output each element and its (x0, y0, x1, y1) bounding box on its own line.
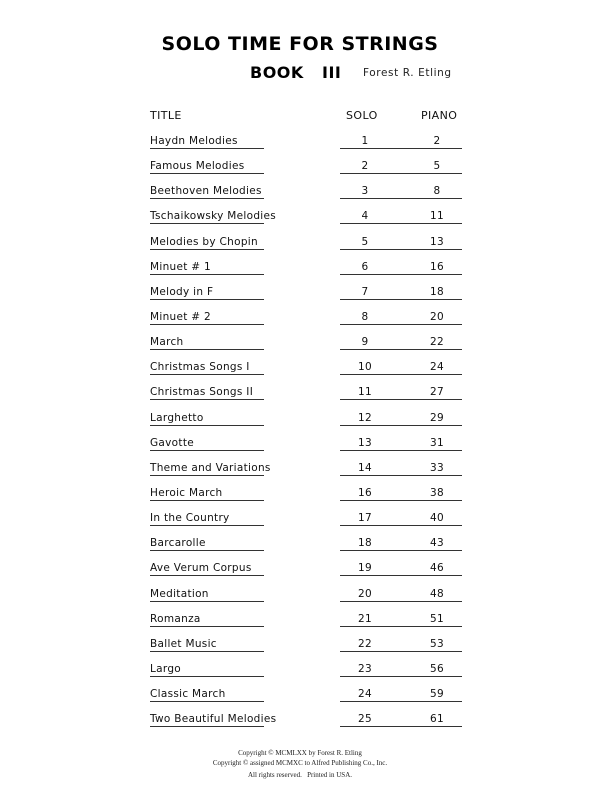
row-divider (150, 274, 264, 275)
copyright-notice (0, 749, 600, 781)
row-divider (340, 249, 462, 250)
row-title: Christmas Songs II (150, 386, 254, 399)
row-solo-page: 14 (358, 461, 372, 474)
row-divider (340, 575, 462, 576)
row-piano-page: 11 (430, 210, 444, 223)
row-divider (150, 148, 264, 149)
row-divider (340, 349, 462, 350)
row-divider (340, 148, 462, 149)
row-title: Christmas Songs I (150, 361, 250, 374)
row-piano-page: 13 (430, 235, 444, 248)
row-title: Haydn Melodies (150, 135, 238, 147)
copyright-line-2: Copyright © assigned MCMXC to Alfred Publishing Co., Inc. (212, 758, 388, 767)
row-divider (150, 374, 264, 375)
row-divider (340, 399, 462, 400)
table-row (150, 127, 462, 152)
row-solo-page: 4 (361, 210, 369, 223)
row-piano-page: 40 (430, 512, 444, 525)
row-title: Theme and Variations (150, 461, 271, 474)
table-row (150, 529, 462, 554)
column-header-piano: PIANO (421, 109, 458, 122)
column-header-title: TITLE (150, 109, 182, 122)
table-row (150, 580, 462, 605)
row-solo-page: 17 (358, 512, 372, 525)
row-divider (340, 324, 462, 325)
table-row (150, 680, 462, 705)
row-title: Largo (150, 662, 182, 675)
row-solo-page: 9 (361, 336, 369, 349)
row-divider (340, 173, 462, 174)
row-divider (150, 223, 264, 224)
row-solo-page: 23 (358, 662, 372, 675)
table-row (150, 353, 462, 378)
column-header-solo: SOLO (346, 109, 378, 122)
table-row (150, 328, 462, 353)
row-divider (150, 324, 264, 325)
row-solo-page: 10 (358, 361, 372, 374)
row-piano-page: 61 (430, 713, 444, 726)
table-row (150, 228, 462, 253)
table-row (150, 554, 462, 579)
row-solo-page: 8 (361, 310, 369, 323)
row-divider (340, 450, 462, 451)
author-name: Forest R. Etling (363, 67, 452, 79)
row-piano-page: 29 (430, 411, 444, 424)
row-solo-page: 22 (358, 637, 372, 650)
table-row (150, 504, 462, 529)
row-title: Gavotte (150, 436, 195, 449)
row-divider (340, 274, 462, 275)
row-piano-page: 53 (430, 637, 444, 650)
row-title: Heroic March (150, 486, 223, 499)
row-piano-page: 46 (430, 562, 444, 575)
row-title: In the Country (150, 512, 230, 525)
row-solo-page: 18 (358, 537, 372, 550)
row-title: Melody in F (150, 285, 214, 298)
row-divider (340, 374, 462, 375)
copyright-line-1: Copyright © MCMLXX by Forest R. Etling (238, 749, 362, 757)
row-title: Classic March (150, 688, 226, 701)
table-row (150, 152, 462, 177)
row-solo-page: 3 (361, 185, 369, 198)
row-piano-page: 43 (430, 537, 444, 550)
row-divider (150, 425, 264, 426)
table-row (150, 278, 462, 303)
row-divider (150, 173, 264, 174)
contents-table (150, 127, 462, 730)
row-piano-page: 8 (433, 185, 441, 198)
row-divider (340, 425, 462, 426)
table-row (150, 630, 462, 655)
row-title: Meditation (150, 587, 209, 600)
row-solo-page: 6 (361, 260, 369, 273)
row-divider (340, 626, 462, 627)
row-piano-page: 20 (430, 310, 444, 323)
page-title: SOLO TIME FOR STRINGS (161, 33, 439, 55)
table-row (150, 429, 462, 454)
row-solo-page: 16 (358, 486, 372, 499)
row-divider (150, 550, 264, 551)
table-row (150, 378, 462, 403)
row-divider (340, 550, 462, 551)
row-divider (340, 475, 462, 476)
row-piano-page: 22 (430, 336, 444, 349)
row-title: Minuet # 1 (150, 260, 212, 273)
row-solo-page: 24 (358, 688, 372, 701)
row-solo-page: 2 (361, 160, 369, 173)
row-divider (150, 701, 264, 702)
row-divider (150, 500, 264, 501)
row-solo-page: 11 (358, 386, 372, 399)
row-divider (340, 500, 462, 501)
table-row (150, 605, 462, 630)
row-solo-page: 20 (358, 587, 372, 600)
row-solo-page: 19 (358, 562, 372, 575)
row-title: Tschaikowsky Melodies (150, 210, 277, 223)
row-piano-page: 16 (430, 260, 444, 273)
row-solo-page: 21 (358, 612, 372, 625)
row-title: March (150, 336, 184, 349)
row-title: Melodies by Chopin (150, 235, 258, 248)
table-row (150, 655, 462, 680)
row-divider (340, 198, 462, 199)
row-piano-page: 2 (433, 135, 441, 147)
row-piano-page: 33 (430, 461, 444, 474)
table-row (150, 705, 462, 730)
row-divider (340, 601, 462, 602)
row-divider (150, 475, 264, 476)
row-piano-page: 48 (430, 587, 444, 600)
row-divider (340, 299, 462, 300)
row-divider (340, 701, 462, 702)
row-title: Romanza (150, 612, 201, 625)
row-divider (150, 399, 264, 400)
row-piano-page: 24 (430, 361, 444, 374)
row-title: Ave Verum Corpus (150, 562, 252, 575)
table-row (150, 202, 462, 227)
row-solo-page: 7 (361, 285, 369, 298)
row-divider (150, 726, 264, 727)
row-divider (150, 626, 264, 627)
table-row (150, 454, 462, 479)
table-row (150, 303, 462, 328)
row-piano-page: 27 (430, 386, 444, 399)
row-piano-page: 18 (430, 285, 444, 298)
row-solo-page: 5 (361, 235, 369, 248)
copyright-line-3: All rights reserved. Printed in USA. (247, 771, 352, 779)
row-divider (150, 525, 264, 526)
row-solo-page: 1 (361, 135, 369, 147)
row-divider (150, 651, 264, 652)
row-title: Minuet # 2 (150, 310, 212, 323)
row-divider (150, 601, 264, 602)
row-divider (340, 651, 462, 652)
row-piano-page: 38 (430, 486, 444, 499)
row-divider (150, 450, 264, 451)
row-piano-page: 56 (430, 662, 444, 675)
row-title: Larghetto (150, 411, 204, 424)
book-number: BOOK III (250, 63, 342, 82)
row-title: Beethoven Melodies (150, 185, 262, 198)
table-row (150, 404, 462, 429)
table-row (150, 177, 462, 202)
row-divider (150, 349, 264, 350)
row-divider (340, 726, 462, 727)
row-divider (340, 525, 462, 526)
row-divider (340, 223, 462, 224)
row-divider (150, 676, 264, 677)
row-piano-page: 59 (430, 688, 444, 701)
row-piano-page: 5 (433, 160, 441, 173)
row-title: Ballet Music (150, 637, 217, 650)
row-divider (340, 676, 462, 677)
row-divider (150, 299, 264, 300)
row-divider (150, 575, 264, 576)
row-divider (150, 249, 264, 250)
row-title: Famous Melodies (150, 160, 245, 173)
table-row (150, 253, 462, 278)
row-solo-page: 13 (358, 436, 372, 449)
row-solo-page: 12 (358, 411, 372, 424)
row-title: Two Beautiful Melodies (150, 713, 277, 726)
table-row (150, 479, 462, 504)
row-title: Barcarolle (150, 537, 206, 550)
row-divider (150, 198, 264, 199)
row-piano-page: 31 (430, 436, 444, 449)
row-solo-page: 25 (358, 713, 372, 726)
row-piano-page: 51 (430, 612, 444, 625)
